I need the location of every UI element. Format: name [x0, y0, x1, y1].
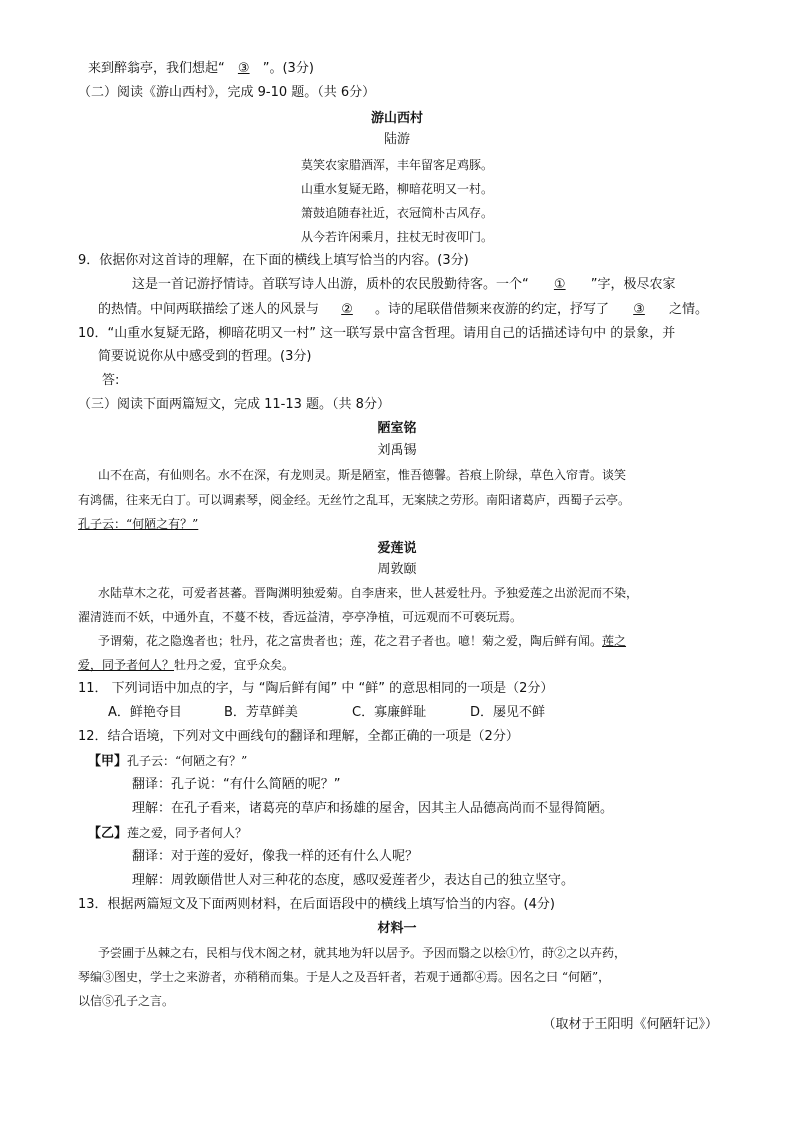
- text1-author: 刘禹锡: [377, 443, 417, 458]
- q12-jia-label: 【甲】: [88, 754, 128, 769]
- q9-text: ”字，极尽农家: [590, 277, 676, 292]
- intro-text-a: 来到醉翁亭，我们想起“: [88, 61, 225, 76]
- text2-title: 爱莲说: [377, 541, 417, 556]
- q12-yi: [88, 824, 247, 843]
- section-2-header: （二）阅读《游山西村》，完成 9-10 题。（共 6分）: [78, 85, 376, 100]
- poem-line: 山重水复疑无路，柳暗花明又一村。: [300, 182, 493, 196]
- q11-option-a: A．鲜艳夺目: [108, 705, 182, 720]
- text2-underlined: 爱，同予者何人？: [78, 658, 175, 672]
- text1-title: 陋室铭: [377, 421, 417, 436]
- q9-text: 的热情。中间两联描绘了迷人的风景与: [98, 302, 320, 317]
- text2-underlined: 莲之: [602, 634, 627, 648]
- material-1-title: 材料一: [377, 921, 417, 936]
- section-3-header: （三）阅读下面两篇短文，完成 11-13 题。（共 8分）: [78, 397, 390, 412]
- q9-text: 这是一首记游抒情诗。首联写诗人出游，质朴的农民殷勤待客。一个“: [132, 277, 529, 292]
- text2-text: 予谓菊，花之隐逸者也；牡丹，花之富贵者也；莲，花之君子者也。噫！菊之爱，陶后鲜有闻。: [98, 634, 603, 648]
- question-9: 9．依据你对这首诗的理解，在下面的横线上填写恰当的内容。(3分): [78, 253, 469, 268]
- q9-text: 之情。: [669, 302, 709, 317]
- q12-yi-understanding: 理解：周敦颐借世人对三种花的态度，感叹爱莲者少，表达自己的独立坚守。: [132, 873, 575, 888]
- question-10-cont: 简要说说你从中感受到的哲理。(3分): [98, 349, 312, 364]
- q12-jia: [88, 752, 247, 771]
- q12-yi-text: 莲之爱，同予者何人？: [127, 826, 248, 840]
- text2-author: 周敦颐: [377, 562, 417, 577]
- question-13: 13．根据两篇短文及下面两则材料，在后面语段中的横线上填写恰当的内容。(4分): [78, 897, 555, 912]
- question-12: 12．结合语境，下列对文中画线句的翻译和理解，全都正确的一项是（2分）: [78, 729, 519, 744]
- poem-line: 从今若许闲乘月，拄杖无时夜叩门。: [300, 230, 493, 244]
- poem-author: 陆游: [383, 132, 410, 147]
- text2-text: 牡丹之爱，宜乎众矣。: [174, 658, 295, 672]
- blank-2: ②: [341, 302, 353, 317]
- blank-3b: ③: [633, 302, 645, 317]
- answer-label: 答:: [102, 373, 120, 388]
- question-10: 10．“山重水复疑无路，柳暗花明又一村” 这一联写景中富含哲理。请用自己的话描述诗句中 的景象，并: [78, 326, 676, 341]
- material-1-source: （取材于王阳明《何陋轩记》）: [542, 1017, 718, 1032]
- q12-yi-translation: 翻译：对于莲的爱好，像我一样的还有什么人呢？: [132, 849, 419, 864]
- q12-jia-text: 孔子云：“何陋之有？”: [127, 754, 248, 768]
- intro-fill-line: [88, 60, 314, 78]
- text1-line: 有鸿儒，往来无白丁。可以调素琴，阅金经。无丝竹之乱耳，无案牍之劳形。南阳诸葛庐，西蜀子云亭。: [78, 493, 631, 507]
- intro-text-b: ”。(3分): [262, 61, 314, 76]
- q11-option-d: D．屡见不鲜: [470, 705, 546, 720]
- text2-line: 濯清涟而不妖，中通外直，不蔓不枝，香远益清，亭亭净植，可远观而不可亵玩焉。: [78, 610, 523, 624]
- poem-line: 莫笑农家腊酒浑，丰年留客足鸡豚。: [300, 158, 493, 172]
- poem-title: 游山西村: [370, 111, 423, 126]
- question-9-paragraph-1: [132, 276, 676, 294]
- question-11: 11． 下列词语中加点的字，与 “陶后鲜有闻” 中 “鲜” 的意思相同的一项是（2分）: [78, 681, 554, 696]
- blank-3: ③: [237, 61, 250, 76]
- question-9-paragraph-2: [98, 301, 708, 319]
- text2-paragraph-3: [78, 656, 294, 674]
- text2-line: 水陆草木之花，可爱者甚蕃。晋陶渊明独爱菊。自李唐来，世人甚爱牡丹。予独爱莲之出淤泥而不染，: [98, 586, 639, 600]
- material-1-line: 予尝圃于丛棘之右，民相与伐木阁之材，就其地为轩以居予。予因而翳之以桧①竹，莳②之以卉药，: [98, 946, 627, 960]
- blank-1: ①: [553, 277, 566, 292]
- q12-jia-translation: 翻译：孔子说：“有什么简陋的呢？”: [132, 777, 341, 792]
- text1-line: 山不在高，有仙则名。水不在深，有龙则灵。斯是陋室，惟吾德馨。苔痕上阶绿，草色入帘青。谈笑: [98, 468, 627, 482]
- q11-option-b: B．芳草鲜美: [224, 705, 298, 720]
- material-1-line: 以信⑤孔子之言。: [78, 994, 175, 1008]
- material-1-line: 琴编③图史，学士之来游者，亦稍稍而集。于是人之及吾轩者，若观于通都④焉。因名之曰 “何陋”，: [78, 970, 611, 984]
- poem-line: 箫鼓追随春社近，衣冠简朴古风存。: [300, 206, 493, 220]
- q12-jia-understanding: 理解：在孔子看来，诸葛亮的草庐和扬雄的屋舍，因其主人品德高尚而不显得简陋。: [132, 801, 614, 816]
- text2-paragraph-2: [98, 632, 626, 650]
- q12-yi-label: 【乙】: [88, 826, 128, 841]
- q11-option-c: C．寡廉鲜耻: [352, 705, 427, 720]
- text1-underlined-line: 孔子云：“何陋之有？”: [78, 517, 199, 531]
- q9-text: 。诗的尾联借借频来夜游的约定，抒写了: [375, 302, 610, 317]
